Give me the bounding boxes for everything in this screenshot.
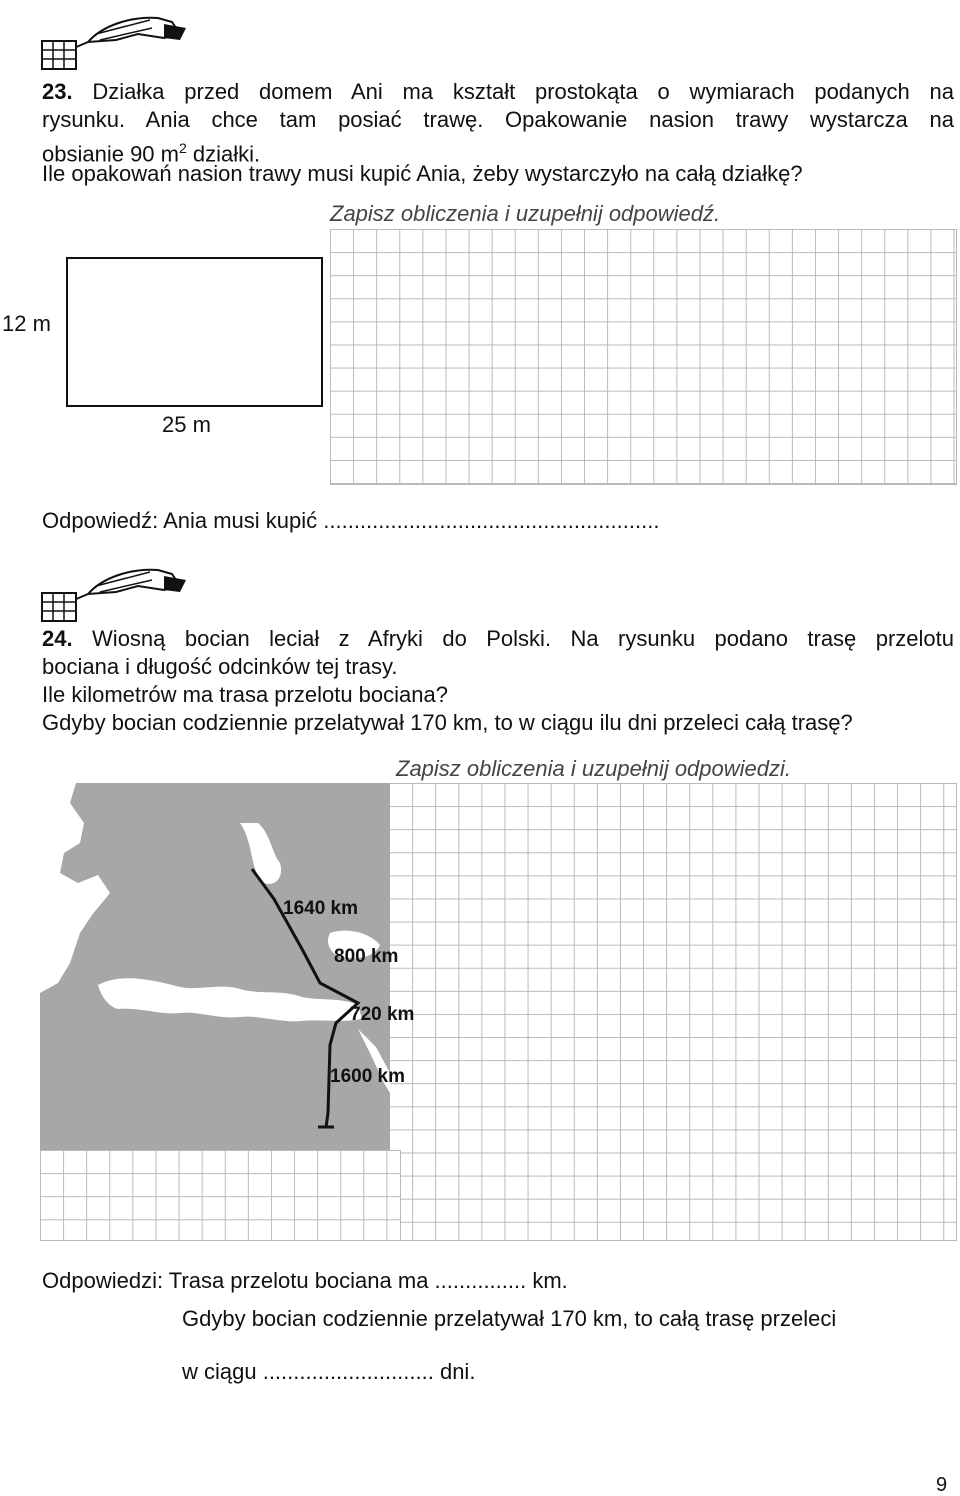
task-text: działki. [186, 141, 261, 167]
task-text: Wiosną bocian leciał z Afryki do Polski. Na rysunku podano trasę przelotu [92, 626, 954, 651]
plot-rectangle [66, 257, 323, 407]
instruction: Zapisz obliczenia i uzupełnij odpowiedź. [330, 201, 721, 226]
width-label: 25 m [162, 412, 211, 437]
instruction: Zapisz obliczenia i uzupełnij odpowiedzi. [396, 756, 792, 781]
task-text: Działka przed domem Ani ma kształt prostokąta o wymiarach podanych na [92, 79, 954, 104]
task-text: obsianie 90 m [42, 141, 179, 167]
page-number: 9 [936, 1474, 948, 1496]
answer-line[interactable]: w ciągu ............................ dni. [182, 1359, 476, 1384]
answer-line[interactable]: Gdyby bocian codziennie przelatywał 170 km, to całą trasę przeleci [182, 1306, 837, 1331]
grid-notebook-icon [41, 592, 77, 622]
task-text: rysunku. Ania chce tam posiać trawę. Opakowanie nasion trawy wystarcza na [42, 107, 954, 132]
grid-notebook-icon [41, 40, 77, 70]
route-segment-label: 1640 km [283, 898, 359, 919]
route-segment-label: 1600 km [330, 1066, 406, 1087]
task-question: Ile kilometrów ma trasa przelotu bociana? [42, 682, 448, 707]
task-question: Ile opakowań nasion trawy musi kupić Ania, żeby wystarczyło na całą działkę? [42, 161, 803, 186]
route-segment-label: 720 km [350, 1004, 415, 1025]
task-text: bociana i długość odcinków tej trasy. [42, 654, 398, 679]
superscript: 2 [178, 140, 187, 156]
answer-line[interactable]: Odpowiedź: Ania musi kupić ....................................................... [42, 508, 660, 533]
calculation-grid[interactable] [330, 229, 957, 485]
height-label: 12 m [2, 311, 51, 336]
route-segment-label: 800 km [334, 946, 399, 967]
task-number: 23. [42, 79, 73, 104]
task-question: Gdyby bocian codziennie przelatywał 170 km, to w ciągu ilu dni przeleci całą trasę? [42, 710, 853, 735]
answer-line[interactable]: Odpowiedzi: Trasa przelotu bociana ma ............... km. [42, 1268, 568, 1293]
calculation-grid[interactable] [389, 783, 957, 1241]
calculation-grid[interactable] [40, 1150, 401, 1241]
task-number: 24. [42, 626, 73, 651]
